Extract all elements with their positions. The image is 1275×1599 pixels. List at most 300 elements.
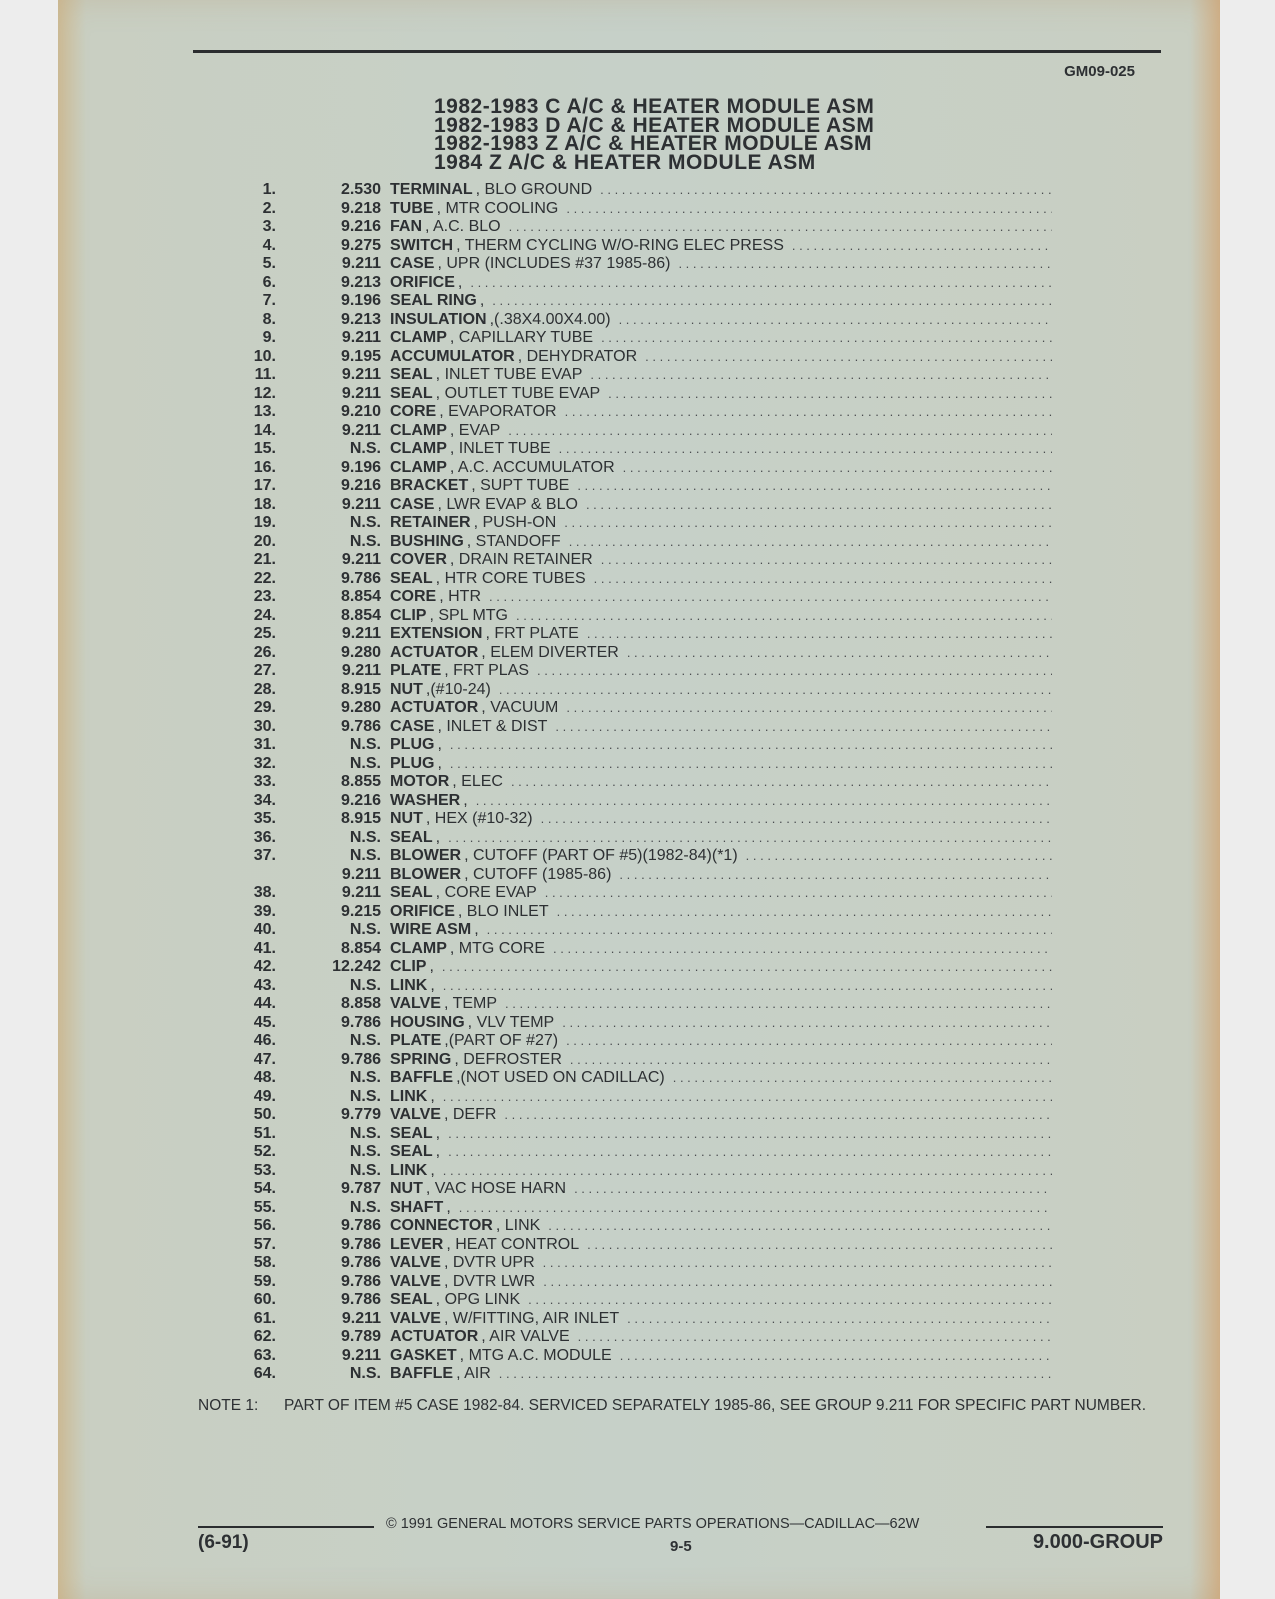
part-row [240, 1032, 1052, 1051]
part-name: NUT [390, 1180, 423, 1197]
part-description: , INLET TUBE EVAP [435, 366, 583, 383]
group-code: 9.216 [340, 218, 381, 235]
part-row [240, 385, 1052, 404]
title-line: 1982-1983 D A/C & HEATER MODULE ASM [434, 113, 875, 137]
part-row [240, 477, 1052, 496]
dot-leader [566, 1033, 1052, 1048]
page-number: 9-5 [670, 1538, 692, 1555]
part-description: , [479, 292, 485, 309]
part-row [240, 644, 1052, 663]
item-number: 42. [253, 958, 276, 975]
dot-leader [587, 1237, 1052, 1252]
item-number: 33. [253, 773, 276, 790]
part-description: , DVTR UPR [443, 1254, 535, 1271]
part-name: CLAMP [390, 440, 447, 457]
dot-leader [608, 386, 1052, 401]
part-description: , STANDOFF [466, 532, 561, 550]
part-row [240, 200, 1052, 219]
part-name: ACCUMULATOR [390, 347, 515, 365]
part-row [240, 570, 1052, 589]
part-name: NUT [390, 680, 423, 698]
dot-leader [569, 534, 1052, 549]
part-row [240, 255, 1052, 274]
part-description: , CUTOFF (PART OF #5)(1982-84)(*1) [464, 847, 738, 864]
group-code: 8.854 [340, 939, 381, 957]
dot-leader [543, 1255, 1052, 1270]
item-number: 2. [262, 199, 276, 217]
part-description: , [430, 1161, 435, 1179]
part-name: ORIFICE [390, 902, 455, 920]
group-number: 9.000-GROUP [1032, 1531, 1163, 1553]
group-code: N.S. [349, 754, 381, 772]
part-description: , [435, 1124, 441, 1142]
part-row [240, 866, 1052, 885]
part-description: , FRT PLAS [444, 662, 530, 679]
dot-leader [792, 238, 1052, 253]
dot-leader [619, 867, 1052, 882]
item-number: 1. [262, 181, 276, 198]
group-code: 9.211 [341, 366, 381, 383]
part-description: , OUTLET TUBE EVAP [435, 384, 601, 402]
copyright-line: © 1991 GENERAL MOTORS SERVICE PARTS OPERATIONS—CADILLAC—62W [386, 1516, 920, 1532]
dot-leader [543, 1274, 1052, 1289]
title-line: 1982-1983 Z A/C & HEATER MODULE ASM [434, 132, 872, 155]
part-row [240, 884, 1052, 903]
part-row [240, 1347, 1052, 1366]
group-code: N.S. [349, 514, 381, 531]
top-rule [193, 50, 1161, 53]
part-row [240, 1143, 1052, 1162]
part-name: ACTUATOR [390, 699, 479, 716]
dot-leader [566, 700, 1052, 715]
item-number: 10. [253, 347, 276, 365]
item-number: 63. [253, 1346, 276, 1364]
group-code: N.S. [349, 1365, 381, 1382]
item-number: 43. [253, 976, 276, 994]
dot-leader [448, 1144, 1052, 1159]
dot-leader [590, 367, 1052, 382]
part-description: , BLO GROUND [475, 181, 593, 198]
part-name: SEAL [390, 384, 433, 402]
part-name: SEAL [390, 1143, 433, 1160]
part-name: WIRE ASM [390, 921, 472, 938]
part-name: LEVER [390, 1235, 444, 1253]
item-number: 56. [253, 1217, 276, 1234]
dot-leader [508, 423, 1052, 438]
dot-leader [511, 774, 1052, 789]
dot-leader [499, 682, 1052, 697]
dot-leader [623, 460, 1052, 475]
dot-leader [562, 1015, 1052, 1030]
part-description: , DEFR [443, 1106, 497, 1123]
part-name: CONNECTOR [390, 1217, 493, 1234]
part-description: , VAC HOSE HARN [425, 1180, 567, 1197]
dot-leader [545, 885, 1052, 900]
part-name: PLATE [390, 1032, 442, 1049]
part-name: VALVE [390, 1272, 441, 1290]
item-number: 50. [253, 1106, 276, 1123]
part-description: , HEX (#10-32) [425, 810, 533, 827]
dot-leader [578, 1329, 1052, 1344]
item-number: 9. [262, 329, 276, 346]
part-name: SHAFT [390, 1198, 444, 1216]
part-name: BLOWER [390, 865, 462, 883]
group-code: 9.786 [340, 1254, 381, 1271]
dot-leader [555, 719, 1052, 734]
part-name: INSULATION [390, 310, 487, 328]
part-name: BLOWER [390, 847, 462, 864]
part-row [240, 662, 1052, 681]
group-code: N.S. [349, 828, 381, 846]
item-number: 57. [253, 1235, 276, 1253]
part-row [240, 588, 1052, 607]
part-description: , [463, 791, 468, 809]
dot-leader [577, 478, 1052, 493]
group-code: N.S. [349, 736, 381, 753]
part-name: SEAL [390, 1124, 433, 1142]
group-code: 8.855 [340, 773, 381, 790]
item-number: 24. [253, 606, 276, 624]
item-number: 51. [253, 1124, 276, 1142]
dot-leader [627, 645, 1052, 660]
group-code: 9.211 [341, 495, 381, 513]
part-row [240, 736, 1052, 755]
part-description: , [437, 754, 442, 772]
part-description: , [435, 828, 441, 846]
item-number: 44. [253, 995, 276, 1012]
item-number: 58. [253, 1254, 276, 1271]
part-description: , MTG A.C. MODULE [459, 1346, 612, 1364]
part-description: , TEMP [443, 995, 498, 1012]
part-row [240, 903, 1052, 922]
part-name: LINK [390, 1161, 428, 1179]
dot-leader [509, 219, 1052, 234]
part-description: , DEFROSTER [454, 1050, 562, 1068]
part-description: , W/FITTING, AIR INLET [443, 1309, 620, 1327]
item-number: 18. [253, 495, 276, 513]
part-description: , EVAPORATOR [439, 403, 557, 420]
part-row [240, 274, 1052, 293]
dot-leader [564, 515, 1052, 530]
part-description: , VLV TEMP [467, 1013, 555, 1031]
dot-leader [537, 663, 1052, 678]
part-row [240, 699, 1052, 718]
part-name: CASE [390, 717, 435, 735]
part-row [240, 1051, 1052, 1070]
dot-leader [516, 608, 1052, 623]
group-code: 9.280 [340, 699, 381, 716]
item-number: 7. [262, 292, 276, 309]
part-name: BUSHING [390, 532, 464, 550]
dot-leader [448, 1126, 1052, 1141]
item-number: 61. [253, 1309, 276, 1327]
part-description: , HEAT CONTROL [446, 1235, 580, 1253]
part-row [240, 792, 1052, 811]
part-description: ,(.38X4.00X4.00) [489, 310, 611, 328]
item-number: 29. [253, 699, 276, 716]
part-name: LINK [390, 1087, 428, 1105]
footer-rule-left [198, 1526, 374, 1528]
item-number: 59. [253, 1272, 276, 1290]
part-row [240, 514, 1052, 533]
dot-leader [450, 737, 1052, 752]
dot-leader [594, 571, 1052, 586]
group-code: 9.218 [340, 199, 381, 217]
dot-leader [528, 1292, 1052, 1307]
part-row [240, 1199, 1052, 1218]
part-name: VALVE [390, 1106, 441, 1123]
part-row [240, 1088, 1052, 1107]
part-row [240, 1254, 1052, 1273]
item-number: 46. [253, 1032, 276, 1049]
group-code: N.S. [349, 1143, 381, 1160]
group-code: 9.213 [340, 310, 381, 328]
group-code: 9.211 [341, 865, 381, 883]
part-row [240, 551, 1052, 570]
group-code: 9.195 [340, 347, 381, 365]
part-name: SEAL [390, 884, 433, 901]
part-row [240, 311, 1052, 330]
part-row [240, 607, 1052, 626]
part-description: , AIR [456, 1365, 491, 1382]
part-description: , [457, 273, 463, 291]
dot-leader [570, 1052, 1052, 1067]
part-name: LINK [390, 976, 428, 994]
part-row [240, 625, 1052, 644]
dot-leader [499, 1366, 1052, 1381]
part-row [240, 1291, 1052, 1310]
part-name: CLAMP [390, 421, 447, 439]
part-row [240, 181, 1052, 200]
dot-leader [620, 1348, 1052, 1363]
item-number: 62. [253, 1328, 276, 1345]
group-code: N.S. [349, 921, 381, 938]
item-number: 38. [253, 884, 276, 901]
dot-leader [601, 552, 1052, 567]
dot-leader [541, 811, 1052, 826]
group-code: 9.215 [340, 902, 381, 920]
item-number: 60. [253, 1291, 276, 1308]
group-code: 9.275 [340, 236, 381, 254]
dot-leader [487, 922, 1052, 937]
part-description: , BLO INLET [457, 902, 549, 920]
item-number: 41. [253, 939, 276, 957]
group-code: 8.915 [340, 680, 381, 698]
part-row [240, 292, 1052, 311]
item-number: 32. [253, 754, 276, 772]
part-name: GASKET [390, 1346, 457, 1364]
dot-leader [470, 275, 1052, 290]
part-name: SEAL [390, 569, 433, 587]
part-row [240, 1217, 1052, 1236]
part-row [240, 440, 1052, 459]
group-code: 8.915 [340, 810, 381, 827]
group-code: 9.786 [340, 1291, 381, 1308]
part-description: , ELEC [452, 773, 503, 790]
dot-leader [443, 1089, 1052, 1104]
item-number: 16. [253, 458, 276, 476]
part-description: , INLET TUBE [449, 440, 551, 457]
dot-leader [627, 1311, 1052, 1326]
part-row [240, 1273, 1052, 1292]
part-name: CORE [390, 403, 437, 420]
part-row [240, 829, 1052, 848]
part-description: , LWR EVAP & BLO [437, 495, 578, 513]
item-number: 64. [253, 1365, 276, 1382]
part-description: , OPG LINK [435, 1291, 521, 1308]
part-description: , THERM CYCLING W/O-RING ELEC PRESS [456, 236, 784, 254]
group-code: 8.854 [340, 606, 381, 624]
part-description: , [446, 1198, 451, 1216]
item-number: 48. [253, 1069, 276, 1086]
dot-leader [548, 1218, 1052, 1233]
group-code: 9.216 [340, 477, 381, 494]
part-name: SEAL RING [390, 292, 477, 309]
item-number: 13. [253, 403, 276, 420]
part-name: BAFFLE [390, 1069, 454, 1086]
part-description: , [474, 921, 479, 938]
part-description: ,(PART OF #27) [444, 1032, 559, 1049]
item-number: 53. [253, 1161, 276, 1179]
dot-leader [492, 293, 1052, 308]
part-name: ORIFICE [390, 273, 455, 291]
part-description: , A.C. BLO [425, 218, 501, 235]
part-name: SWITCH [390, 236, 454, 254]
part-row [240, 1365, 1052, 1384]
part-description: , PUSH-ON [473, 514, 557, 531]
footnote [198, 1396, 1158, 1415]
item-number: 35. [253, 810, 276, 827]
group-code: 9.211 [341, 551, 381, 568]
dot-leader [442, 959, 1052, 974]
part-description: , MTG CORE [449, 939, 545, 957]
part-row [240, 755, 1052, 774]
group-code: N.S. [349, 532, 381, 550]
part-description: , SPL MTG [429, 606, 508, 624]
group-code: 9.213 [340, 273, 381, 291]
part-row [240, 718, 1052, 737]
part-name: CLAMP [390, 939, 447, 957]
dot-leader [505, 996, 1052, 1011]
part-description: , A.C. ACCUMULATOR [449, 458, 615, 476]
part-description: , AIR VALVE [481, 1328, 570, 1345]
group-code: 9.211 [341, 1346, 381, 1364]
part-name: PLUG [390, 736, 435, 753]
part-row [240, 995, 1052, 1014]
item-number: 19. [253, 514, 276, 531]
group-code: 9.787 [340, 1180, 381, 1197]
dot-leader [443, 1163, 1052, 1178]
dot-leader [601, 330, 1052, 345]
part-row [240, 847, 1052, 866]
part-name: SEAL [390, 366, 433, 383]
part-row [240, 1328, 1052, 1347]
dot-leader [489, 589, 1052, 604]
group-code: 9.786 [340, 1013, 381, 1031]
part-name: TUBE [390, 199, 434, 217]
part-row [240, 218, 1052, 237]
group-code: 8.858 [340, 995, 381, 1012]
dot-leader [565, 404, 1052, 419]
module-titles [434, 95, 875, 174]
part-row [240, 1236, 1052, 1255]
part-row [240, 1180, 1052, 1199]
dot-leader [574, 1181, 1052, 1196]
title-line: 1984 Z A/C & HEATER MODULE ASM [434, 150, 816, 174]
part-row [240, 1310, 1052, 1329]
part-description: , FRT PLATE [485, 625, 579, 642]
item-number: 21. [253, 551, 276, 568]
group-code: N.S. [349, 1087, 381, 1105]
group-code: 12.242 [332, 958, 381, 975]
part-description: , HTR [439, 588, 482, 605]
part-name: CLAMP [390, 329, 447, 346]
item-number: 17. [253, 477, 276, 494]
item-number: 12. [253, 384, 276, 402]
part-name: CLIP [390, 958, 427, 975]
part-description: , INLET & DIST [437, 717, 548, 735]
part-description: , LINK [495, 1217, 541, 1234]
item-number: 34. [253, 791, 276, 809]
item-number: 11. [254, 366, 276, 383]
part-description: , [435, 1143, 441, 1160]
part-row [240, 366, 1052, 385]
part-name: EXTENSION [390, 625, 483, 642]
group-code: 9.211 [341, 421, 381, 439]
group-code: 9.786 [340, 1235, 381, 1253]
dot-leader [645, 349, 1052, 364]
revision-date: (6-91) [198, 1532, 249, 1553]
group-code: N.S. [349, 440, 381, 457]
dot-leader [566, 201, 1052, 216]
group-code: 9.786 [340, 569, 381, 587]
item-number: 15. [253, 440, 276, 457]
dot-leader [476, 793, 1052, 808]
part-name: RETAINER [390, 514, 471, 531]
part-description: , UPR (INCLUDES #37 1985-86) [437, 255, 671, 272]
item-number: 39. [253, 902, 276, 920]
part-name: COVER [390, 551, 447, 568]
part-row [240, 1162, 1052, 1181]
group-code: 9.211 [341, 255, 381, 272]
item-number: 49. [253, 1087, 276, 1105]
group-code: N.S. [349, 1069, 381, 1086]
part-name: FAN [390, 218, 422, 235]
group-code: N.S. [349, 976, 381, 994]
part-row [240, 977, 1052, 996]
group-code: 9.786 [340, 1272, 381, 1290]
part-name: CORE [390, 588, 437, 605]
title-line: 1982-1983 C A/C & HEATER MODULE ASM [434, 95, 875, 118]
group-code: 9.786 [340, 1050, 381, 1068]
part-name: MOTOR [390, 773, 450, 790]
part-description: , MTR COOLING [436, 199, 559, 217]
item-number: 8. [262, 310, 276, 328]
group-code: N.S. [349, 1198, 381, 1216]
part-row [240, 681, 1052, 700]
parts-list [240, 181, 1052, 1384]
part-description: , CUTOFF (1985-86) [464, 865, 612, 883]
part-row [240, 940, 1052, 959]
part-row [240, 1106, 1052, 1125]
part-row [240, 1014, 1052, 1033]
item-number: 20. [253, 532, 276, 550]
dot-leader [619, 312, 1052, 327]
dot-leader [559, 441, 1052, 456]
part-description: ,(#10-24) [425, 680, 491, 698]
footer-rule-right [986, 1526, 1163, 1528]
part-description: , DVTR LWR [443, 1272, 536, 1290]
